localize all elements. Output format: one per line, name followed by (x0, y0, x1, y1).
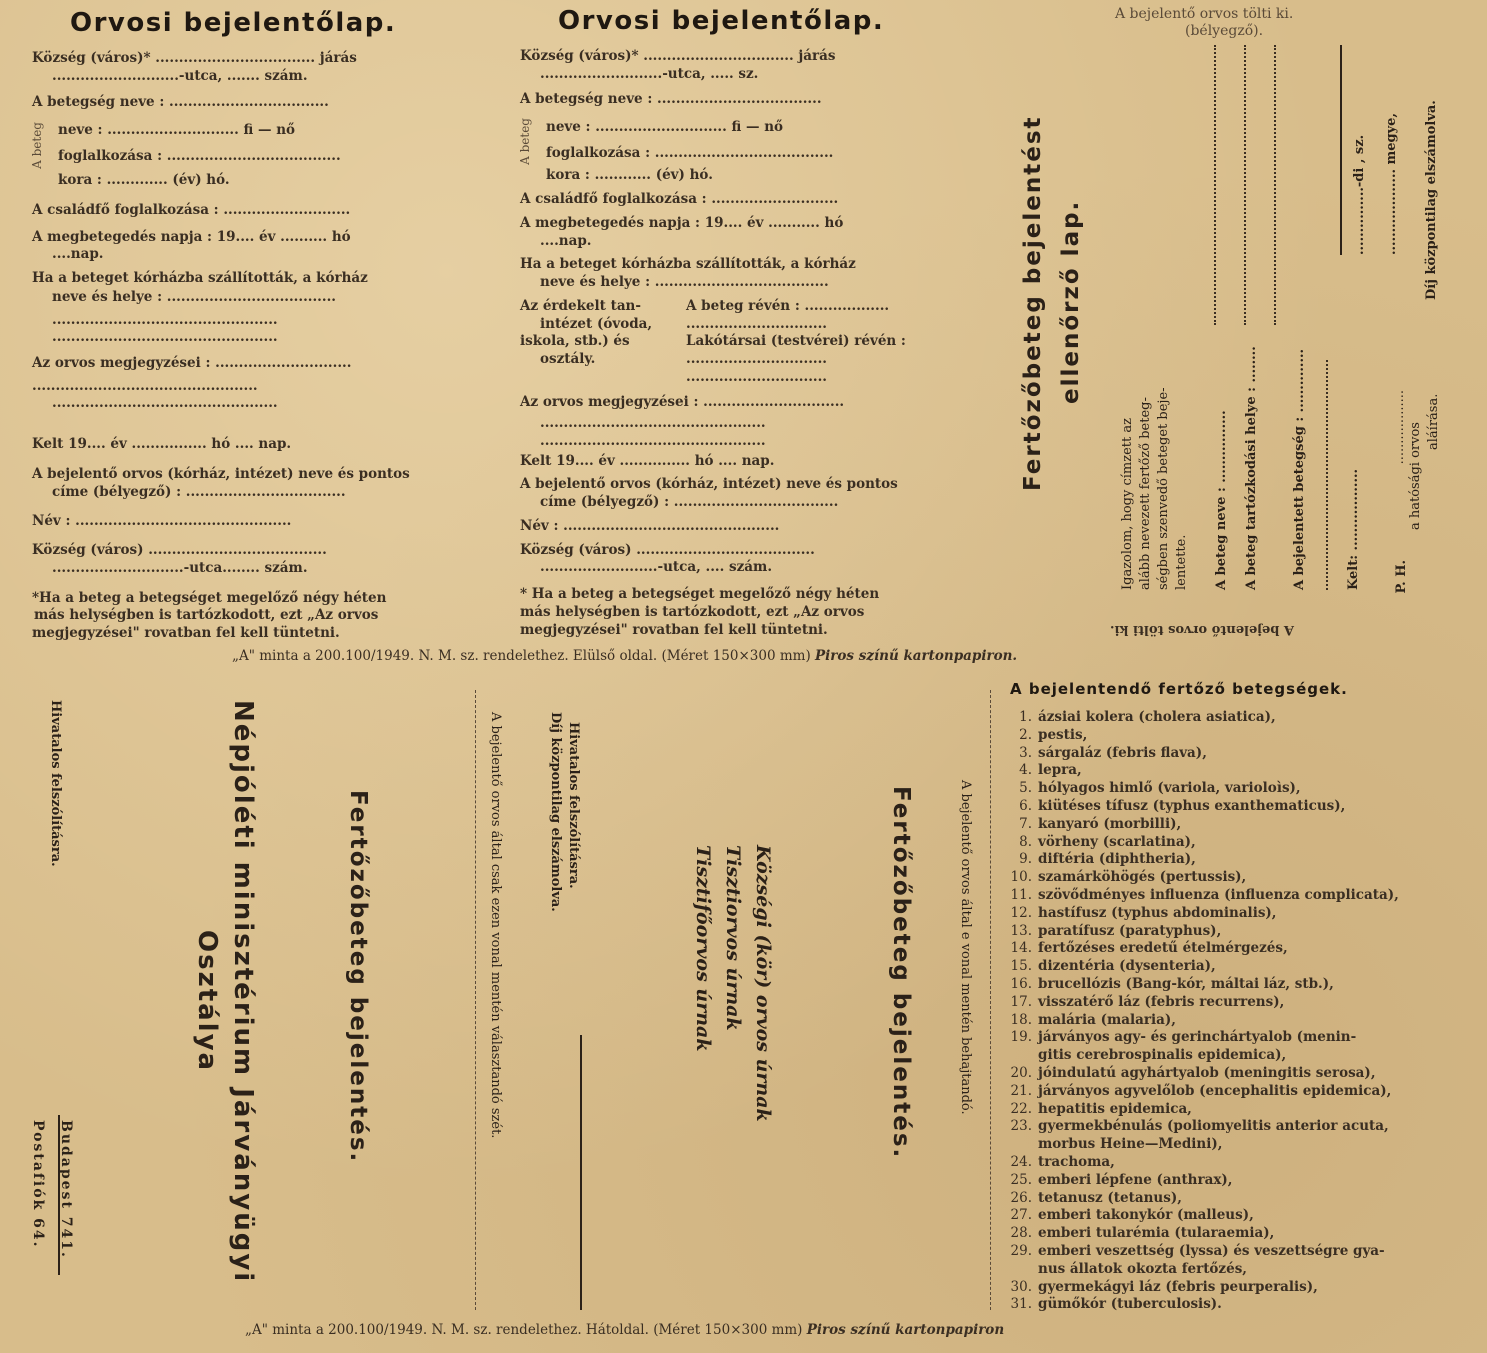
disease-number: 4. (1019, 762, 1032, 779)
form-line: ....nap. (52, 246, 104, 262)
front-footer: „A" minta a 200.100/1949. N. M. sz. rendelethez. Elülső oldal. (Méret 150×300 mm) Piros színű kartonpapiron. (232, 648, 1018, 664)
disease-name: gyermekágyi láz (febris peurperalis), (1038, 1278, 1318, 1295)
control-sign-label-1: a hatósági orvos (1408, 422, 1423, 530)
disease-item (1004, 815, 1181, 833)
disease-name: ázsiai kolera (cholera asiatica), (1038, 709, 1276, 725)
form-line: ...........................-utca, ....... szám. (52, 68, 308, 84)
back-recipient-1: Községi (kör) orvos úrnak (752, 845, 774, 1122)
back-recipient-3: Tisztifőorvos úrnak (692, 845, 714, 1052)
back-fold-line-1 (475, 690, 476, 1310)
disease-name: nus állatok okozta fertőzés, (1038, 1260, 1247, 1277)
form-line: ............................-utca........ szám. (52, 560, 308, 576)
disease-item (1004, 957, 1216, 975)
control-upside-down: A bejelentő orvos tölti ki. (1110, 622, 1294, 637)
disease-number: 29. (1010, 1243, 1032, 1259)
form-line: ................................................ (52, 395, 278, 411)
form-line: Község (város)* ................................ járás (520, 48, 836, 64)
disease-name: diftéria (diphtheria), (1038, 851, 1196, 868)
back-fold-line-2 (990, 690, 991, 1310)
disease-item (1004, 922, 1221, 940)
back-budapest-1: Budapest 741. (58, 1120, 74, 1259)
disease-number: 31. (1010, 1296, 1032, 1313)
control-header-1: A bejelentő orvos tölti ki. (1115, 6, 1294, 22)
form-line: A bejelentő orvos (kórház, intézet) neve és pontos (520, 476, 898, 492)
disease-name: dizentéria (dysenteria), (1038, 958, 1216, 975)
form-line: Község (város) ...................................... (32, 542, 327, 558)
control-big-title-2: ellenőrző lap. (1058, 200, 1084, 405)
form-line: ................................................ (52, 329, 278, 345)
disease-number: 30. (1010, 1278, 1032, 1295)
disease-name: trachoma, (1038, 1154, 1115, 1170)
control-certify-2: alább nevezett fertőző beteg- (1138, 397, 1153, 590)
disease-number: 28. (1010, 1225, 1032, 1242)
form-line: .............................. (686, 369, 827, 385)
form-line: A családfő foglalkozása : ........................... (32, 202, 351, 218)
disease-item (1004, 1011, 1176, 1029)
disease-number: 14. (1010, 940, 1032, 957)
back-big-right: Fertőzőbeteg bejelentés. (888, 786, 914, 1160)
form-line: A bejelentő orvos (kórház, intézet) neve és pontos (32, 466, 410, 482)
disease-name: pestis, (1038, 726, 1088, 743)
form-line: .........................-utca, .... szám. (540, 559, 773, 575)
disease-number: 12. (1010, 904, 1032, 921)
form-line: *Ha a beteg a betegséget megelőző négy héten (32, 590, 387, 606)
disease-name: emberi lépfene (anthrax), (1038, 1171, 1233, 1188)
disease-number: 16. (1010, 976, 1032, 992)
form-line: ................................................ (32, 378, 258, 394)
disease-item (1004, 1224, 1274, 1242)
control-dots-2 (1244, 45, 1246, 325)
disease-number: 25. (1010, 1171, 1032, 1188)
control-right-3: Díj központilag elszámolva. (1424, 100, 1439, 300)
form-line: A beteg révén : .................. (686, 298, 890, 314)
disease-number: 13. (1010, 922, 1032, 939)
back-footer-italic: Piros színű kartonpapiron (806, 1322, 1005, 1338)
disease-item (1004, 1082, 1391, 1100)
control-sign-dots: .................. (1392, 390, 1407, 465)
disease-item (1004, 868, 1246, 886)
control-betegseg: A bejelentett betegség : .............. (1292, 348, 1307, 590)
disease-item (1004, 1171, 1233, 1189)
form-line: ................................................ (540, 433, 766, 449)
disease-number: 27. (1010, 1207, 1032, 1224)
back-hivatalos-2: Hivatalos felszólításra. (566, 722, 581, 889)
disease-item (1004, 1135, 1222, 1153)
form-line: kora : ............. (év) hó. (58, 172, 230, 188)
form-line: ....nap. (540, 233, 592, 249)
form-line: Az orvos megjegyzései : .............................. (520, 394, 845, 410)
disease-item (1004, 850, 1196, 868)
control-ph: P. H. (1394, 560, 1409, 594)
disease-item (1004, 904, 1277, 922)
disease-number: 11. (1010, 887, 1032, 903)
disease-name: morbus Heine—Medini), (1038, 1136, 1223, 1153)
disease-item (1004, 939, 1288, 957)
disease-number: 3. (1019, 744, 1032, 761)
disease-number: 24. (1010, 1154, 1032, 1170)
disease-name: fertőzéses eredetű ételmérgezés, (1038, 940, 1288, 957)
control-right-2: ................... megye, (1384, 113, 1399, 255)
form-line: Község (város) ...................................... (520, 542, 815, 558)
front-footer-italic: Piros színű kartonpapiron. (815, 648, 1018, 664)
disease-item (1004, 1064, 1376, 1082)
form-line: címe (bélyegző) : ................................... (540, 494, 839, 510)
disease-name: gyermekbénulás (poliomyelitis anterior acuta, (1038, 1118, 1389, 1135)
disease-name: malária (malaria), (1038, 1011, 1176, 1028)
middle-beteg-label: A beteg (518, 118, 532, 165)
disease-item (1004, 1153, 1115, 1171)
form-line: ..........................-utca, ..... sz. (540, 66, 759, 82)
form-line: címe (bélyegző) : .................................. (52, 484, 346, 500)
disease-name: emberi veszettség (lyssa) és veszettségre gya- (1038, 1243, 1385, 1259)
diseases-title: A bejelentendő fertőző betegségek. (1010, 680, 1348, 698)
back-dij: Díj központilag elszámolva. (548, 712, 563, 912)
disease-name: lepra, (1038, 762, 1082, 779)
disease-name: vörheny (scarlatina), (1038, 833, 1196, 850)
disease-name: hólyagos himlő (variola, varioloìs), (1038, 780, 1301, 797)
disease-number: 20. (1010, 1065, 1032, 1081)
control-dots-3 (1274, 45, 1276, 325)
control-kelt: Kelt: .................. (1346, 468, 1361, 590)
disease-item (1004, 708, 1276, 726)
disease-item (1004, 1242, 1385, 1260)
disease-number: 23. (1010, 1118, 1032, 1135)
disease-number: 19. (1010, 1029, 1032, 1046)
disease-name: szövődményes influenza (influenza complicata), (1038, 887, 1399, 903)
disease-number: 10. (1010, 869, 1032, 886)
disease-name: kiütéses tífusz (typhus exanthematicus), (1038, 798, 1346, 814)
disease-name: sárgaláz (febris flava), (1038, 744, 1207, 761)
disease-item (1004, 1100, 1192, 1118)
control-dots-1 (1214, 45, 1216, 325)
control-dots-4 (1326, 360, 1328, 590)
back-budapest-2: Postafiók 64. (30, 1120, 46, 1249)
disease-item (1004, 993, 1284, 1011)
form-line: A betegség neve : .................................. (32, 94, 329, 110)
disease-item (1004, 779, 1301, 797)
disease-name: paratífusz (paratyphus), (1038, 922, 1222, 939)
disease-number: 17. (1010, 993, 1032, 1010)
back-address-3: Fertőzőbeteg bejelentés. (345, 790, 371, 1164)
back-recipient-2: Tisztiorvos úrnak (722, 845, 744, 1031)
disease-number: 26. (1010, 1189, 1032, 1206)
control-rule (1340, 45, 1342, 255)
disease-item (1004, 1260, 1247, 1278)
back-address-2: Osztálya (192, 930, 222, 1073)
form-line: Kelt 19.... év ................ hó .... nap. (32, 436, 292, 452)
form-line: ................................................ (540, 415, 766, 431)
disease-item (1004, 886, 1399, 904)
disease-name: járványos agy- és gerinchártyalob (menin- (1038, 1029, 1357, 1046)
control-header-2: (bélyegző). (1185, 23, 1264, 39)
form-line: osztály. (540, 351, 596, 367)
form-line: foglalkozása : ...................................... (546, 145, 834, 161)
disease-number: 22. (1010, 1100, 1032, 1117)
form-line: Lakótársai (testvérei) révén : (686, 333, 906, 349)
form-line: neve és helye : ..................................... (540, 274, 829, 290)
disease-name: brucellózis (Bang-kór, máltai láz, stb.), (1038, 976, 1334, 992)
form-line: neve és helye : .................................... (52, 289, 336, 305)
back-footer: „A" minta a 200.100/1949. N. M. sz. rendelethez. Hátoldal. (Méret 150×300 mm) Piros színű kartonpapiron (245, 1322, 1005, 1338)
disease-number: 5. (1019, 780, 1032, 797)
disease-name: visszatérő láz (febris recurrens), (1038, 993, 1285, 1010)
form-line: Név : .............................................. (520, 518, 780, 534)
left-beteg-label: A beteg (30, 122, 44, 169)
disease-item (1004, 1028, 1356, 1046)
form-line: Az orvos megjegyzései : ............................. (32, 355, 352, 371)
form-line: kora : ............ (év) hó. (546, 167, 713, 183)
disease-item (1004, 1189, 1182, 1207)
disease-item (1004, 975, 1334, 993)
form-line: Kelt 19.... év ............... hó .... nap. (520, 453, 775, 469)
disease-number: 15. (1010, 958, 1032, 975)
disease-name: jóindulatú agyhártyalob (meningitis serosa), (1038, 1065, 1376, 1081)
form-line: ................................................ (52, 312, 278, 328)
form-line: Ha a beteget kórházba szállították, a kórház (520, 256, 856, 272)
control-certify-4: lentette. (1174, 534, 1189, 590)
disease-name: kanyaró (morbilli), (1038, 815, 1182, 832)
control-sign-label-2: aláírása. (1426, 393, 1441, 450)
form-line: Az érdekelt tan- (520, 298, 641, 314)
disease-number: 6. (1019, 798, 1032, 814)
left-form-title: Orvosi bejelentőlap. (70, 8, 397, 38)
form-line: intézet (óvoda, (540, 316, 653, 332)
control-right-1: ...............-di , sz. (1352, 134, 1367, 255)
form-line: iskola, stb.) és (520, 333, 630, 349)
disease-number: 18. (1010, 1011, 1032, 1028)
control-beteg-neve: A beteg neve : ................ (1214, 410, 1229, 590)
control-tartozkodas: A beteg tartózkodási helye : ........ (1244, 346, 1259, 590)
control-certify-1: Igazolom, hogy címzett az (1120, 418, 1135, 590)
form-line: megjegyzései" rovatban fel kell tüntetni. (32, 625, 340, 641)
disease-name: emberi tularémia (tularaemia), (1038, 1225, 1275, 1242)
disease-number: 8. (1019, 833, 1032, 850)
disease-name: gitis cerebrospinalis epidemica), (1038, 1047, 1287, 1064)
disease-item (1004, 1046, 1286, 1064)
form-line: A családfő foglalkozása : ........................... (520, 191, 839, 207)
disease-item (1004, 1117, 1389, 1135)
disease-name: emberi takonykór (malleus), (1038, 1207, 1254, 1224)
back-hivatalos-1: Hivatalos felszólításra. (48, 700, 63, 867)
control-big-title-1: Fertőzőbeteg bejelentést (1020, 115, 1046, 491)
form-line: Ha a beteget kórházba szállították, a kórház (32, 270, 368, 286)
form-line: A megbetegedés napja : 19.... év .......... hó (32, 229, 351, 245)
form-line: .............................. (686, 316, 827, 332)
form-line: más helységben is tartózkodott, ezt „Az orvos (520, 604, 865, 620)
form-line: Név : .............................................. (32, 513, 292, 529)
disease-name: hepatitis epidemica, (1038, 1100, 1192, 1117)
disease-number: 2. (1019, 726, 1032, 743)
form-line: neve : ............................ fi — nő (546, 119, 784, 135)
form-line: más helységben is tartózkodott, ezt „Az orvos (34, 607, 379, 623)
disease-item (1004, 726, 1087, 744)
back-fold-text-2: A bejelentő orvos által e vonal mentén behajtandó. (958, 780, 973, 1115)
disease-number: 7. (1019, 815, 1032, 832)
disease-item (1004, 833, 1196, 851)
disease-name: járványos agyvelőlob (encephalitis epidemica), (1038, 1082, 1392, 1099)
disease-name: hastífusz (typhus abdominalis), (1038, 904, 1277, 921)
form-line: megjegyzései" rovatban fel kell tüntetni. (520, 622, 828, 638)
form-line: foglalkozása : ..................................... (58, 148, 341, 164)
back-address-1: Népjóléti minisztérium Járványügyi (228, 700, 258, 1284)
disease-number: 21. (1010, 1082, 1032, 1099)
back-recipient-rule (580, 1035, 582, 1310)
control-certify-3: ségben szenvedő beteget beje- (1156, 387, 1171, 590)
form-line: A betegség neve : ................................... (520, 91, 822, 107)
disease-item (1004, 1278, 1318, 1296)
disease-name: tetanusz (tetanus), (1038, 1189, 1182, 1206)
disease-item (1004, 744, 1207, 762)
disease-name: gümőkór (tuberculosis). (1038, 1296, 1222, 1313)
disease-number: 1. (1019, 709, 1032, 725)
form-line: * Ha a beteg a betegséget megelőző négy héten (520, 586, 880, 602)
form-line: A megbetegedés napja : 19.... év ........... hó (520, 215, 844, 231)
disease-item (1004, 1295, 1222, 1313)
middle-form-title: Orvosi bejelentőlap. (558, 6, 885, 36)
disease-number: 9. (1019, 851, 1032, 868)
form-line: .............................. (686, 351, 827, 367)
disease-item (1004, 1206, 1254, 1224)
form-line: Község (város)* .................................. járás (32, 50, 357, 66)
form-line: neve : ............................ fi — nő (58, 122, 296, 138)
disease-item (1004, 797, 1345, 815)
back-fold-text-1: A bejelentő orvos által csak ezen vonal mentén választandó szét. (488, 712, 503, 1139)
disease-item (1004, 761, 1082, 779)
disease-name: szamárköhögés (pertussis), (1038, 869, 1247, 886)
